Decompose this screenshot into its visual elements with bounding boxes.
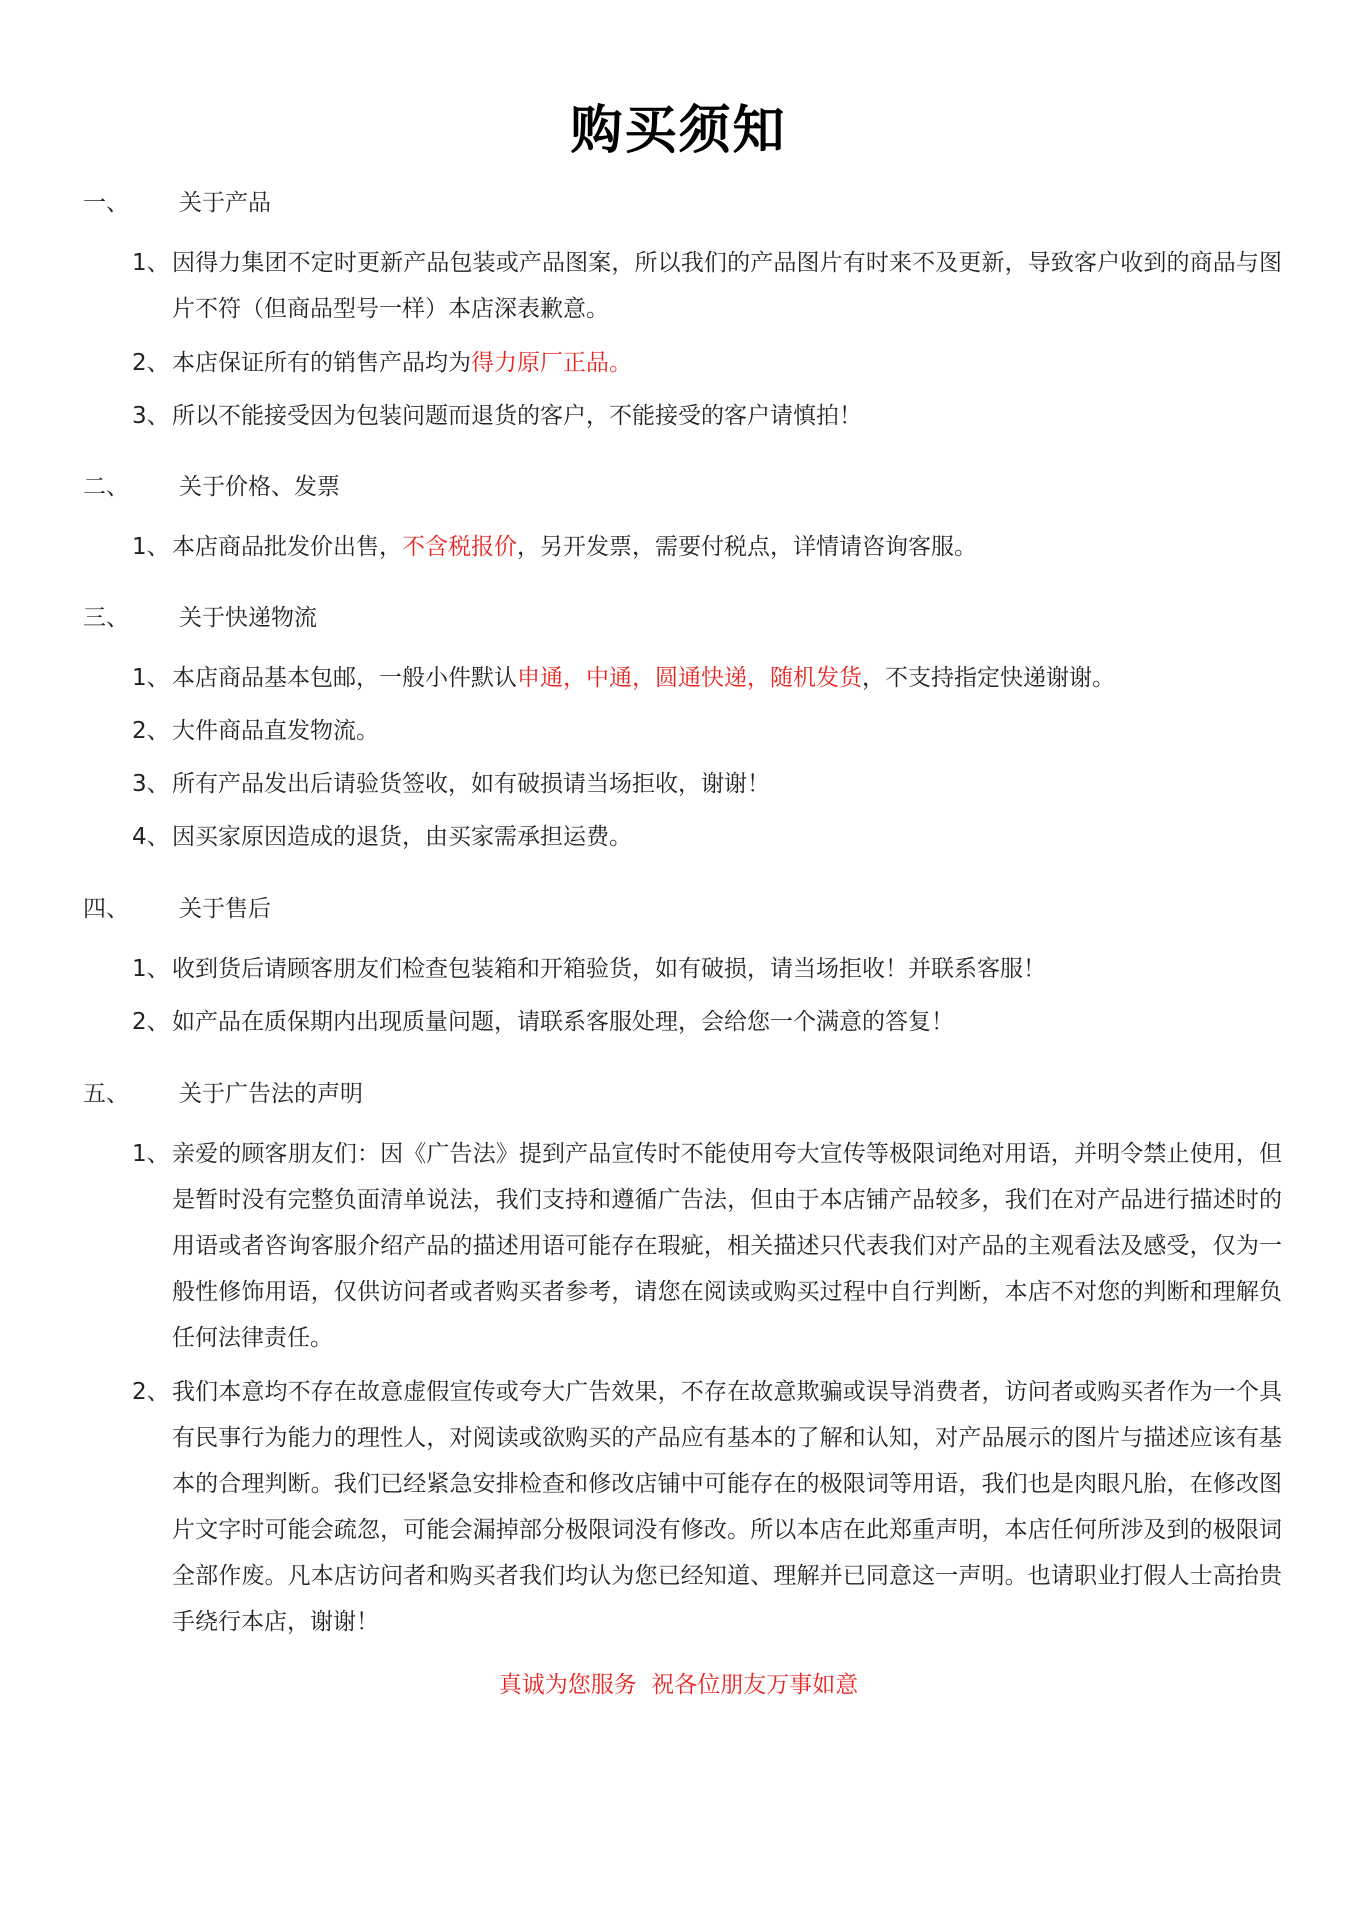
list-item — [132, 1369, 1282, 1645]
item-number: 1、 — [132, 534, 170, 560]
item-text-part: 收到货后请顾客朋友们检查包装箱和开箱验货，如有破损，请当场拒收！并联系客服！ — [172, 956, 1046, 982]
item-number: 2、 — [132, 1009, 170, 1035]
section-title: 关于价格、发票 — [179, 474, 340, 500]
list-item — [132, 814, 1282, 860]
item-text — [172, 655, 1282, 701]
item-number: 3、 — [132, 403, 170, 429]
section-number: 五、 — [83, 1081, 129, 1107]
section-heading — [83, 1075, 363, 1108]
item-text-part: 大件商品直发物流。 — [172, 718, 379, 744]
item-text — [172, 946, 1282, 992]
list-item — [132, 999, 1282, 1045]
item-text-part: 因得力集团不定时更新产品包装或产品图案，所以我们的产品图片有时来不及更新，导致客户收到的商品与图片不符（但商品型号一样）本店深表歉意。 — [172, 250, 1282, 322]
section-title: 关于产品 — [179, 190, 271, 216]
item-text-part: 如产品在质保期内出现质量问题，请联系客服处理，会给您一个满意的答复！ — [172, 1009, 954, 1035]
list-item — [132, 761, 1282, 807]
list-item — [132, 708, 1282, 754]
item-number: 1、 — [132, 1141, 170, 1167]
item-text — [172, 761, 1282, 807]
page-title: 购买须知 — [570, 101, 787, 161]
list-item — [132, 655, 1282, 701]
item-text-part: 所有产品发出后请验货签收，如有破损请当场拒收，谢谢！ — [172, 771, 770, 797]
item-text-part: ，不支持指定快递谢谢。 — [862, 665, 1115, 691]
item-text — [172, 393, 1282, 439]
item-number: 3、 — [132, 771, 170, 797]
item-text-highlight: 申通，中通，圆通快递，随机发货 — [517, 665, 862, 691]
item-text — [172, 814, 1282, 860]
item-text-part: ，另开发票，需要付税点，详情请咨询客服。 — [517, 534, 977, 560]
item-number: 2、 — [132, 1379, 170, 1405]
list-item — [132, 524, 1282, 570]
item-number: 1、 — [132, 250, 170, 276]
section-number: 二、 — [83, 474, 129, 500]
list-item — [132, 340, 1282, 386]
list-item — [132, 1131, 1282, 1361]
section-heading — [83, 468, 340, 501]
item-text — [172, 999, 1282, 1045]
item-text-part: 本店商品基本包邮，一般小件默认 — [172, 665, 517, 691]
item-text-part: 所以不能接受因为包装问题而退货的客户，不能接受的客户请慎拍！ — [172, 403, 862, 429]
section-number: 四、 — [83, 896, 129, 922]
item-number: 1、 — [132, 665, 170, 691]
section-heading — [83, 599, 317, 632]
closing-message: 真诚为您服务 祝各位朋友万事如意 — [498, 1672, 859, 1698]
item-text — [172, 1131, 1282, 1361]
section-title: 关于快递物流 — [179, 605, 317, 631]
item-number: 1、 — [132, 956, 170, 982]
section-title: 关于售后 — [179, 896, 271, 922]
item-text — [172, 708, 1282, 754]
item-number: 4、 — [132, 824, 170, 850]
item-text — [172, 340, 1282, 386]
item-text-part: 本店保证所有的销售产品均为 — [172, 350, 471, 376]
list-item — [132, 946, 1282, 992]
section-number: 一、 — [83, 190, 129, 216]
item-text-part: 本店商品批发价出售， — [172, 534, 402, 560]
list-item — [132, 240, 1282, 332]
section-heading — [83, 890, 271, 923]
item-number: 2、 — [132, 350, 170, 376]
section-number: 三、 — [83, 605, 129, 631]
section-heading — [83, 184, 271, 217]
item-text-highlight: 不含税报价 — [402, 534, 517, 560]
section-title: 关于广告法的声明 — [179, 1081, 363, 1107]
item-number: 2、 — [132, 718, 170, 744]
item-text-part: 亲爱的顾客朋友们：因《广告法》提到产品宣传时不能使用夸大宣传等极限词绝对用语，并明令禁止使用，但是暂时没有完整负面清单说法，我们支持和遵循广告法，但由于本店铺产品较多，我们在对产品进行描述时的用语或者咨询客服介绍产品的描述用语可能存在瑕疵，相关描述只代表我们对产品的主观看法及感受，仅为一般性修饰用语，仅供访问者或者购买者参考，请您在阅读或购买过程中自行判断，本店不对您的判断和理解负任何法律责任。 — [172, 1141, 1282, 1351]
item-text-part: 我们本意均不存在故意虚假宣传或夸大广告效果，不存在故意欺骗或误导消费者，访问者或购买者作为一个具有民事行为能力的理性人，对阅读或欲购买的产品应有基本的了解和认知，对产品展示的图片与描述应该有基本的合理判断。我们已经紧急安排检查和修改店铺中可能存在的极限词等用语，我们也是肉眼凡胎，在修改图片文字时可能会疏忽，可能会漏掉部分极限词没有修改。所以本店在此郑重声明，本店任何所涉及到的极限词全部作废。凡本店访问者和购买者我们均认为您已经知道、理解并已同意这一声明。也请职业打假人士高抬贵手绕行本店，谢谢！ — [172, 1379, 1282, 1635]
item-text — [172, 240, 1282, 332]
item-text-part: 因买家原因造成的退货，由买家需承担运费。 — [172, 824, 632, 850]
item-text-highlight: 得力原厂正品。 — [471, 350, 632, 376]
list-item — [132, 393, 1282, 439]
item-text — [172, 524, 1282, 570]
item-text — [172, 1369, 1282, 1645]
